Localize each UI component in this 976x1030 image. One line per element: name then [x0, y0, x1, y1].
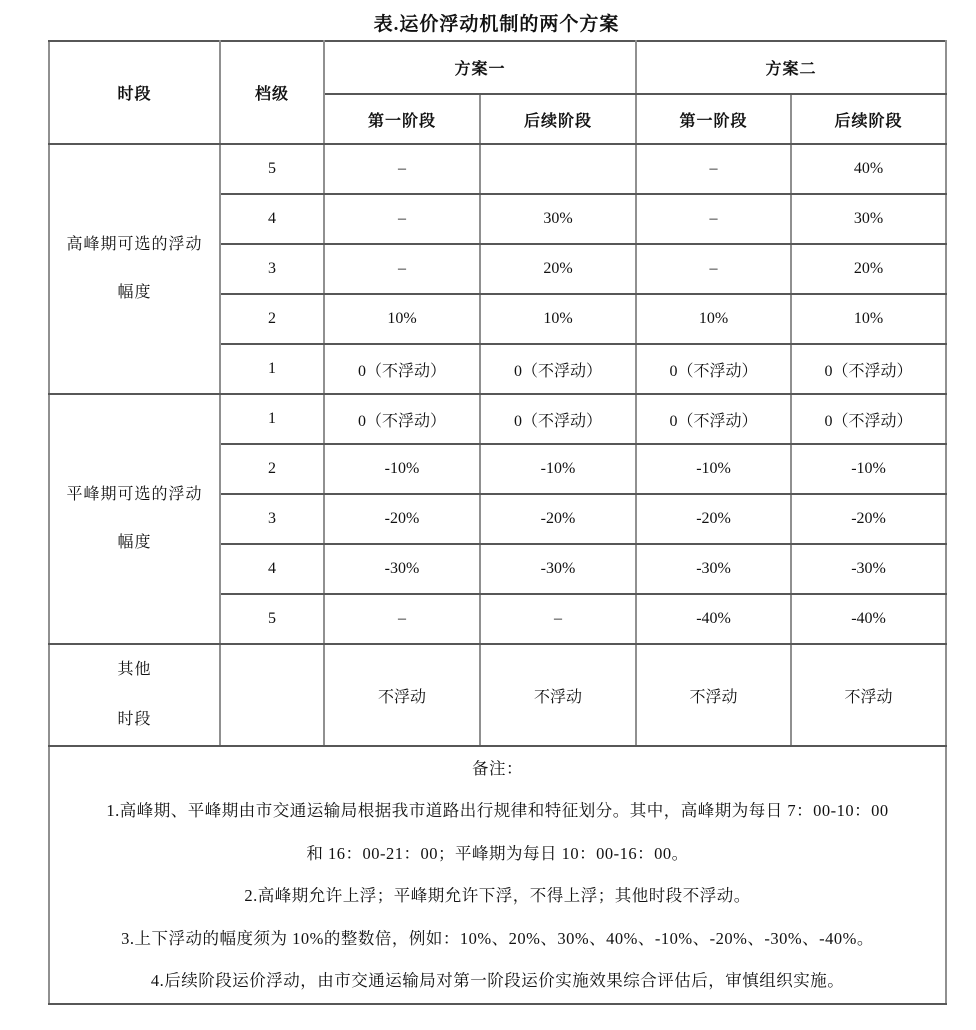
fare-table: [48, 40, 947, 1005]
level-cell: 2: [220, 294, 324, 344]
other-period-label-line: 时段: [117, 711, 152, 728]
value-cell: -30%: [480, 544, 636, 594]
value-cell: 10%: [324, 294, 480, 344]
value-cell: 0（不浮动）: [480, 344, 636, 394]
notes-heading: 备注：: [472, 758, 524, 778]
notes-section: [49, 746, 946, 1004]
value-cell: –: [324, 244, 480, 294]
value-cell: -20%: [480, 494, 636, 544]
value-cell: 0（不浮动）: [480, 394, 636, 444]
section-label-line: 幅度: [117, 284, 152, 301]
value-cell: –: [324, 144, 480, 194]
value-cell: 0（不浮动）: [636, 394, 791, 444]
value-cell: -10%: [480, 444, 636, 494]
value-cell: -10%: [636, 444, 791, 494]
header-cell-plan2-stage1: 第一阶段: [636, 94, 791, 144]
value-cell: -10%: [791, 444, 946, 494]
value-cell: -30%: [324, 544, 480, 594]
value-cell: 40%: [791, 144, 946, 194]
value-cell: 0（不浮动）: [791, 394, 946, 444]
header-cell-time-period: 时段: [49, 41, 220, 144]
value-cell: -20%: [324, 494, 480, 544]
section-label-line: 平峰期可选的浮动: [66, 486, 203, 503]
value-cell: –: [636, 194, 791, 244]
value-cell: 0（不浮动）: [791, 344, 946, 394]
value-cell: 30%: [480, 194, 636, 244]
value-cell: -10%: [324, 444, 480, 494]
section-label-line: 高峰期可选的浮动: [66, 236, 203, 253]
value-cell: 0（不浮动）: [324, 344, 480, 394]
other-period-label: [49, 644, 220, 746]
value-cell: –: [324, 594, 480, 644]
header-cell-plan1-stage1: 第一阶段: [324, 94, 480, 144]
level-cell: 5: [220, 594, 324, 644]
value-cell: –: [480, 594, 636, 644]
other-value-cell: 不浮动: [480, 644, 636, 746]
value-cell: -30%: [791, 544, 946, 594]
header-cell-plan1: 方案一: [324, 41, 636, 94]
value-cell: -40%: [636, 594, 791, 644]
value-cell: 0（不浮动）: [324, 394, 480, 444]
value-cell: 10%: [791, 294, 946, 344]
value-cell: –: [636, 244, 791, 294]
note-line-3: 3.上下浮动的幅度须为 10%的整数倍，例如：10%、20%、30%、40%、-10%、-20%、-30%、-40%。: [121, 928, 874, 948]
other-value-cell: 不浮动: [324, 644, 480, 746]
value-cell: -20%: [636, 494, 791, 544]
value-cell: [480, 144, 636, 194]
value-cell: 0（不浮动）: [636, 344, 791, 394]
level-cell: 1: [220, 344, 324, 394]
other-value-cell: 不浮动: [636, 644, 791, 746]
level-cell: 5: [220, 144, 324, 194]
section-label-line: 幅度: [117, 534, 152, 551]
note-line-1: 1.高峰期、平峰期由市交通运输局根据我市道路出行规律和特征划分。其中，高峰期为每日 7：00-10：00: [106, 801, 889, 820]
value-cell: -30%: [636, 544, 791, 594]
value-cell: 20%: [791, 244, 946, 294]
note-line-2: 2.高峰期允许上浮；平峰期允许下浮，不得上浮；其他时段不浮动。: [244, 886, 751, 905]
level-cell: 4: [220, 194, 324, 244]
header-cell-plan2-stage2: 后续阶段: [791, 94, 946, 144]
section-label-offpeak: [49, 394, 220, 644]
note-line-1-continued: 和 16：00-21：00；平峰期为每日 10：00-16：00。: [306, 843, 689, 863]
header-cell-plan1-stage2: 后续阶段: [480, 94, 636, 144]
level-cell: 3: [220, 494, 324, 544]
level-cell: 3: [220, 244, 324, 294]
value-cell: 20%: [480, 244, 636, 294]
value-cell: 30%: [791, 194, 946, 244]
note-line-4: 4.后续阶段运价浮动，由市交通运输局对第一阶段运价实施效果综合评估后，审慎组织实施。: [150, 971, 845, 990]
level-cell: 2: [220, 444, 324, 494]
value-cell: -40%: [791, 594, 946, 644]
other-value-cell: 不浮动: [791, 644, 946, 746]
header-cell-level: 档级: [220, 41, 324, 144]
value-cell: –: [636, 144, 791, 194]
page-title: 表.运价浮动机制的两个方案: [373, 14, 620, 35]
value-cell: -20%: [791, 494, 946, 544]
level-cell: 4: [220, 544, 324, 594]
section-label-peak: [49, 144, 220, 394]
value-cell: 10%: [480, 294, 636, 344]
other-level-cell: [220, 644, 324, 746]
other-period-label-line: 其他: [117, 661, 152, 678]
header-cell-plan2: 方案二: [636, 41, 946, 94]
value-cell: –: [324, 194, 480, 244]
level-cell: 1: [220, 394, 324, 444]
value-cell: 10%: [636, 294, 791, 344]
